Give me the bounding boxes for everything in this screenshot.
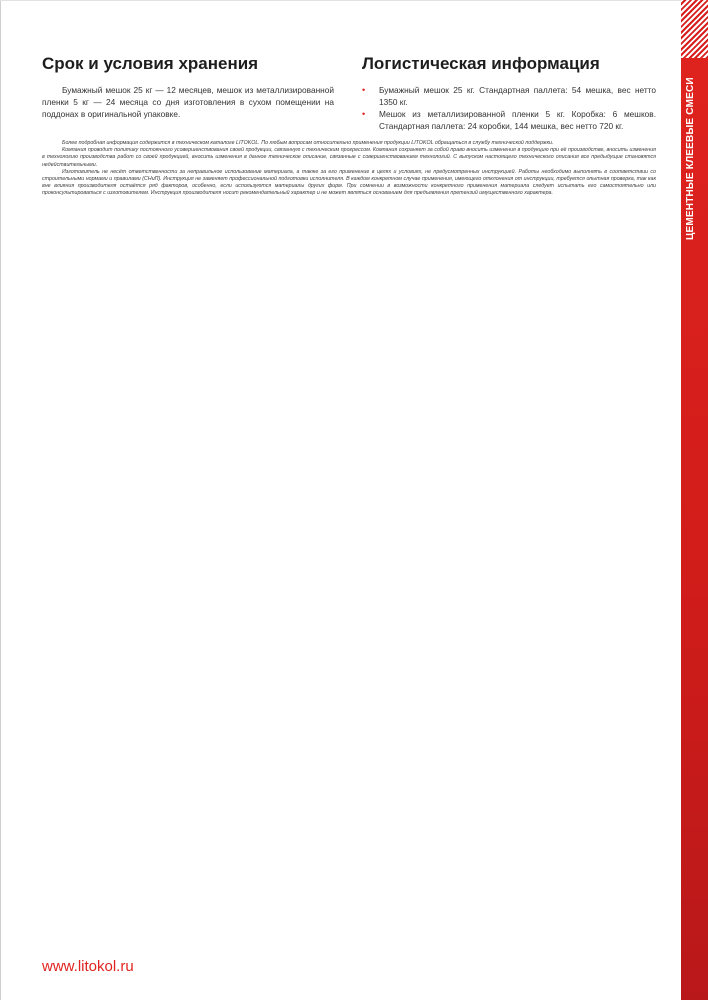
side-hatch-pattern: [681, 0, 708, 58]
list-item-text: Бумажный мешок 25 кг. Стандартная паллета: 54 мешка, вес нетто 1350 кг.: [379, 85, 656, 107]
bullet-icon: •: [362, 109, 366, 119]
note-paragraph: Более подробная информация содержится в техническом каталоге LITOKOL. По любым вопросам относительно применения продукции LITOKOL обращаться в службу технической поддержки.: [62, 140, 554, 146]
bullet-icon: •: [362, 85, 366, 95]
logistics-list: [362, 84, 656, 132]
storage-title: Срок и условия хранения: [42, 54, 259, 73]
footer-url-link[interactable]: www.litokol.ru: [42, 958, 134, 975]
storage-text: Бумажный мешок 25 кг — 12 месяцев, мешок из металлизированной пленки 5 кг — 24 месяца со дня изготовления в сухом помещении на поддонах в оригинальной упаковке.: [42, 85, 334, 119]
page-edge: [0, 0, 1, 1000]
note-paragraph: Компания проводит политику постоянного усовершенствования своей продукции, связанную с техническим прогрессом. Компания сохраняет за собой право вносить изменения в продукцию при её производстве, вносить изменения в технологию производства работ со своей продукцией, вносить изменения в данное техническое описание, связанные с совершенствованием технологий. С выпуском настоящего технического описания все предыдущие становятся недействительными.: [42, 147, 656, 168]
side-tab-label: ЦЕМЕНТНЫЕ КЛЕЕВЫЕ СМЕСИ: [685, 77, 696, 240]
logistics-title: Логистическая информация: [362, 54, 600, 73]
logistics-section: [362, 54, 656, 132]
note-paragraph: Изготовитель не несёт ответственности за неправильное использование материала, а также за его применение в целях и условиях, не предусмотренных инструкцией. Работы необходимо выполнять в соответствии со строительными нормами и правилами (СНиП). Инструкция не заменяет профессиональной подготовки исполнителя. В каждом конкретном случае применения, имеющего отклонения от инструкции, требуется опытная проверка, так как вне влияния производителя остаётся ряд факторов, особенно, если используются материалы других фирм. При сомнении в возможности конкретного применения материала следует испытать его самостоятельно или проконсультироваться с изготовителем. Инструкция производителя носит рекомендательный характер и не может являться основанием для предъявления претензий имущественного характера.: [42, 168, 656, 197]
list-item: [362, 84, 656, 108]
disclaimer-notes: [42, 140, 656, 198]
page-edge-top: [0, 0, 708, 1]
list-item: [362, 108, 656, 132]
storage-section: [42, 54, 334, 120]
list-item-text: Мешок из металлизированной пленки 5 кг. Коробка: 6 мешков. Стандартная паллета: 24 коробки, 144 мешка, вес нетто 720 кг.: [379, 109, 656, 131]
